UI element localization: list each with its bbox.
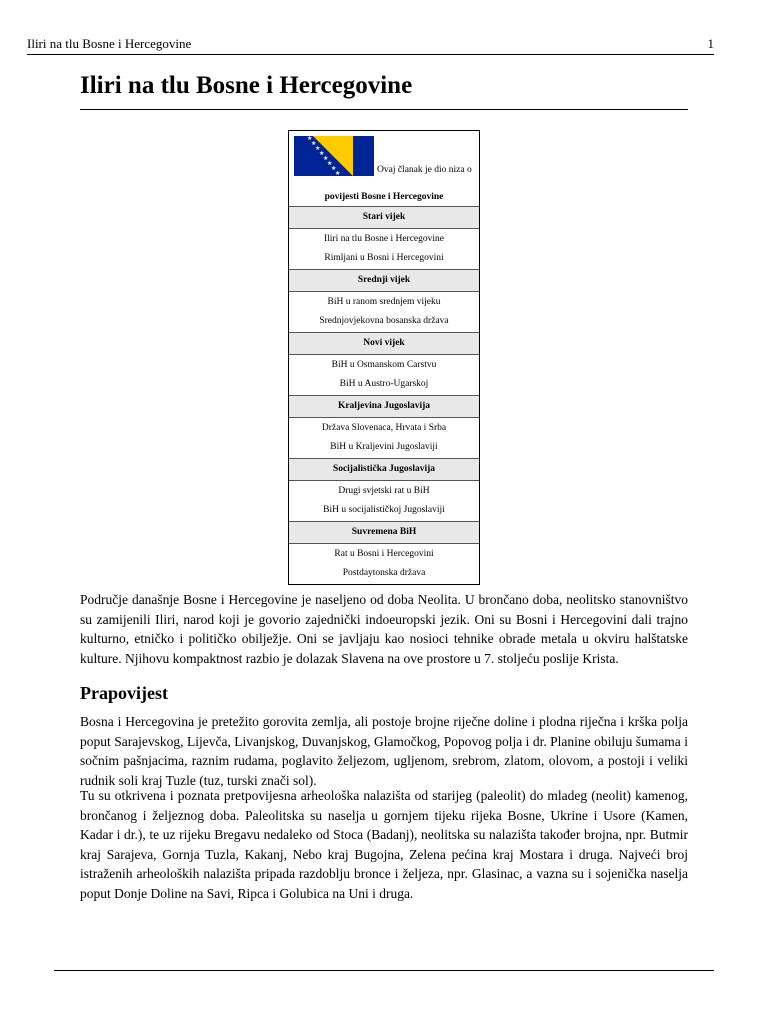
infobox-link[interactable]: Postdaytonska država bbox=[342, 568, 426, 578]
svg-text:★: ★ bbox=[307, 136, 313, 142]
section-heading: Socijalistička Jugoslavija bbox=[289, 459, 479, 481]
infobox-link[interactable]: BiH u Osmanskom Carstvu bbox=[331, 360, 437, 370]
section-links bbox=[289, 544, 479, 584]
section-links bbox=[289, 481, 479, 522]
section-links bbox=[289, 418, 479, 459]
svg-text:★: ★ bbox=[331, 165, 337, 172]
section-heading: Stari vijek bbox=[289, 207, 479, 229]
series-infobox bbox=[288, 130, 480, 585]
section-heading: Novi vijek bbox=[289, 333, 479, 355]
svg-text:★: ★ bbox=[315, 145, 321, 152]
page-title: Iliri na tlu Bosne i Hercegovine bbox=[80, 72, 413, 99]
svg-text:★: ★ bbox=[319, 150, 325, 157]
svg-text:★: ★ bbox=[335, 170, 341, 176]
section-links bbox=[289, 292, 479, 333]
infobox-link[interactable]: Rat u Bosni i Hercegovini bbox=[334, 549, 434, 559]
infobox-link[interactable]: BiH u Austro-Ugarskoj bbox=[339, 379, 429, 389]
infobox-header bbox=[289, 131, 479, 207]
series-note: Ovaj članak je dio niza o bbox=[377, 165, 472, 175]
infobox-link[interactable]: BiH u ranom srednjem vijeku bbox=[327, 297, 441, 307]
section-heading: Kraljevina Jugoslavija bbox=[289, 396, 479, 418]
bih-flag-icon bbox=[294, 136, 374, 176]
infobox-link[interactable]: Rimljani u Bosni i Hercegovini bbox=[324, 253, 444, 263]
body-paragraph: Bosna i Hercegovina je pretežito gorovita zemlja, ali postoje brojne riječne doline i plodna riječna i krška polja poput Sarajevskog, Lijevča, Livanjskog, Duvanjskog, Glamočkog, Popovog polja i dr. Planine obiluju šumama i sočnim pašnjacima, raznim rudama, poglavito željezom, ugljenom, srebrom, zlatom, olovom, a postoji i veliki rudnik soli kraj Tuzle (tuz, turski znači sol). bbox=[80, 714, 688, 788]
svg-text:★: ★ bbox=[311, 140, 317, 147]
running-header bbox=[27, 34, 714, 55]
body-paragraph: Tu su otkrivena i poznata pretpovijesna arheološka nalazišta od starijeg (paleolit) do mladeg (neolit) kamenog, brončanog i željeznog doba. Paleolitska su naselja u gornjem tijeku rijeka Bosne, Ukrine i Usore (Kamen, Kadar i dr.), te uz rijeku Bregavu nedaleko od Stoca (Badanj), neolitska su nalazišta također brojna, npr. Butmir kraj Sarajeva, Gornja Tuzla, Kakanj, Nebo kraj Bugojna, Zelena pećina kraj Mostara i druga. Najveći broj istraženih arheoloških nalazišta pripada razdoblju bronce i željeza, npr. Glasinac, a vazna su i sojenička naselja poput Donje Doline na Savi, Ripca i Golubica na Uni i druga. bbox=[80, 788, 688, 901]
infobox-link[interactable]: BiH u Kraljevini Jugoslaviji bbox=[330, 442, 438, 452]
section-links bbox=[289, 355, 479, 396]
svg-text:★: ★ bbox=[323, 155, 329, 162]
infobox-link[interactable]: Iliri na tlu Bosne i Hercegovine bbox=[323, 234, 445, 244]
intro-paragraph: Područje današnje Bosne i Hercegovine je naseljeno od doba Neolita. U brončano doba, neolitsko stanovništvo su zamijenili Iliri, narod koji je govorio zajednički indoeuropski jezik. Oni su Bosni i Hercegovini dali trajno kulturno, etničko i političko obilježje. Oni se javljaju kao nosioci tehnike obrade metala u okviru halštatske kulture. Njihovu kompaktnost razbio je dolazak Slavena na ove prostore u 7. stoljeću poslije Krista. bbox=[80, 592, 688, 666]
section-links bbox=[289, 229, 479, 270]
page-number: 1 bbox=[707, 36, 714, 51]
infobox-link[interactable]: Srednjovjekovna bosanska država bbox=[319, 316, 449, 326]
running-title: Iliri na tlu Bosne i Hercegovine bbox=[27, 36, 192, 51]
section-heading: Suvremena BiH bbox=[289, 522, 479, 544]
section-heading: Srednji vijek bbox=[289, 270, 479, 292]
series-title-link[interactable]: povijesti Bosne i Hercegovine bbox=[324, 192, 444, 202]
footer-divider bbox=[54, 970, 714, 971]
section-heading-prapovijest: Prapovijest bbox=[80, 683, 168, 703]
infobox-link[interactable]: Drugi svjetski rat u BiH bbox=[338, 486, 430, 496]
title-divider bbox=[80, 109, 688, 110]
svg-text:★: ★ bbox=[327, 160, 333, 167]
infobox-link[interactable]: BiH u socijalističkoj Jugoslaviji bbox=[323, 505, 445, 515]
infobox-link[interactable]: Država Slovenaca, Hrvata i Srba bbox=[321, 423, 447, 433]
